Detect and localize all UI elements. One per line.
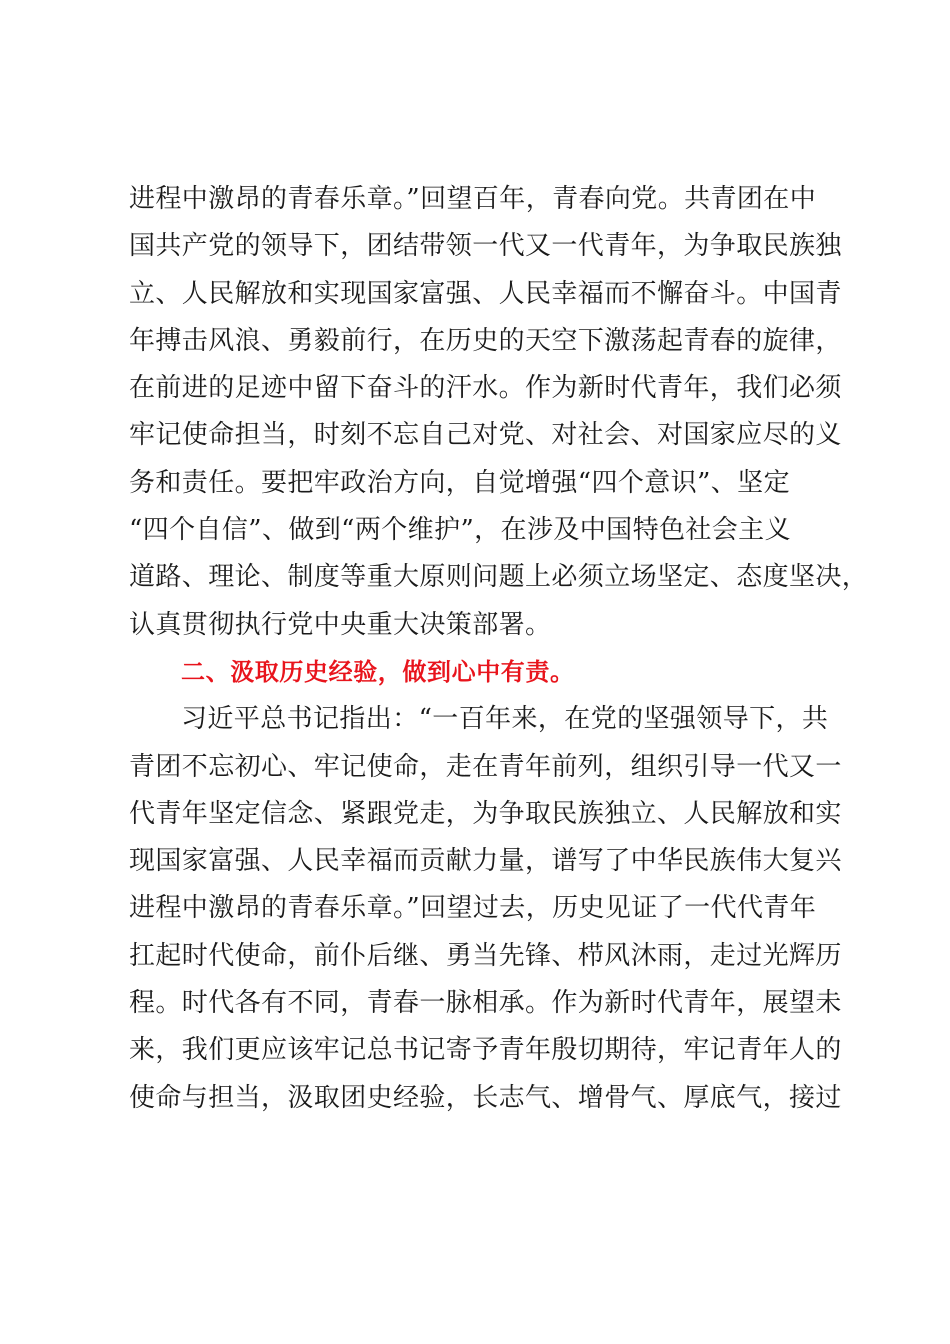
text-line: 青团不忘初心、牢记使命，走在青年前列，组织引导一代又一	[129, 751, 842, 782]
text-line: 使命与担当，汲取团史经验，长志气、增骨气、厚底气，接过	[129, 1082, 842, 1113]
paragraph-2	[129, 696, 842, 1122]
text-line: 习近平总书记指出：“一百年来，在党的坚强领导下，共	[181, 704, 829, 735]
paragraph-1	[129, 176, 869, 649]
text-line: 年搏击风浪、勇毅前行，在历史的天空下激荡起青春的旋律，	[129, 325, 842, 356]
text-line: 现国家富强、人民幸福而贡献力量，谱写了中华民族伟大复兴	[129, 846, 842, 877]
text-line: 来，我们更应该牢记总书记寄予青年殷切期待，牢记青年人的	[129, 1035, 842, 1066]
text-line: 进程中激昂的青春乐章。”回望百年，青春向党。共青团在中	[129, 184, 817, 214]
document-body	[129, 176, 869, 1122]
text-line: 在前进的足迹中留下奋斗的汗水。作为新时代青年，我们必须	[129, 373, 842, 404]
section-heading: 二、汲取历史经验，做到心中有责。	[181, 657, 575, 686]
text-line: 牢记使命担当，时刻不忘自己对党、对社会、对国家应尽的义	[129, 420, 842, 451]
text-line: 代青年坚定信念、紧跟党走，为争取民族独立、人民解放和实	[129, 798, 842, 829]
text-line: 扛起时代使命，前仆后继、勇当先锋、栉风沐雨，走过光辉历	[129, 940, 842, 971]
text-line: 进程中激昂的青春乐章。”回望过去，历史见证了一代代青年	[129, 893, 817, 924]
text-line: 认真贯彻执行党中央重大决策部署。	[129, 609, 552, 640]
text-line: 务和责任。要把牢政治方向，自觉增强“四个意识”、坚定	[129, 467, 790, 498]
text-line: 国共产党的领导下，团结带领一代又一代青年，为争取民族独	[129, 231, 842, 262]
text-line: 立、人民解放和实现国家富强、人民幸福而不懈奋斗。中国青	[129, 278, 842, 309]
text-line: “四个自信”、做到“两个维护”，在涉及中国特色社会主义	[129, 515, 791, 546]
text-line: 程。时代各有不同，青春一脉相承。作为新时代青年，展望未	[129, 988, 842, 1019]
text-line: 道路、理论、制度等重大原则问题上必须立场坚定、态度坚决，	[129, 562, 869, 593]
